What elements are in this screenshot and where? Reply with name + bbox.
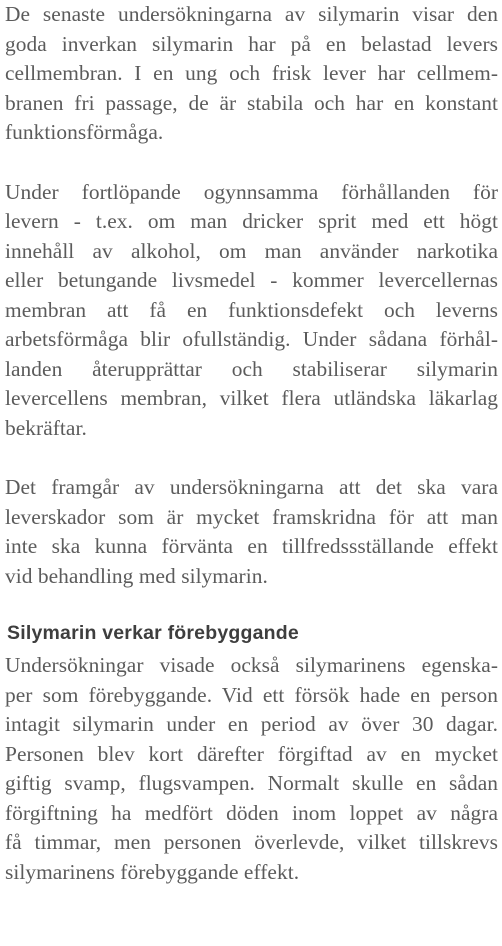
paragraph-3 (5, 473, 498, 591)
text-line: De senaste undersökningarna av silymarin visar den (5, 2, 498, 26)
paragraph-1 (5, 0, 498, 148)
text-line: Undersökningar visade också silymarinens egenska- (5, 653, 498, 677)
text-line: få timmar, men personen överlevde, vilket tillskrevs (5, 830, 498, 854)
text-line: Personen blev kort därefter förgiftad av en mycket (5, 741, 498, 766)
text-line: goda inverkan silymarin har på en belastad levers (5, 31, 498, 56)
text-line: bekräftar. (5, 415, 87, 440)
text-line: innehåll av alkohol, om man använder narkotika (5, 238, 498, 263)
text-line: silymarinens förebyggande effekt. (5, 859, 300, 884)
text-line: Under fortlöpande ogynnsamma förhållanden för (5, 179, 498, 204)
text-line: landen återupprättar och stabiliserar silymarin (5, 356, 498, 381)
text-line: branen fri passage, de är stabila och har en konstant (5, 90, 498, 115)
text-line: leverskador som är mycket framskridna för att man (5, 504, 498, 529)
text-line: arbetsförmåga blir ofullständig. Under sådana förhål- (5, 327, 498, 351)
text-line: per som förebyggande. Vid ett försök hade en person (5, 682, 498, 707)
text-line: levercellens membran, vilket flera utländska läkarlag (5, 386, 498, 410)
text-line: vid behandling med silymarin. (5, 563, 268, 588)
text-line: förgiftning ha medfört döden inom loppet av några (5, 800, 498, 825)
section-heading: Silymarin verkar förebyggande (7, 622, 299, 644)
document-page (5, 0, 498, 887)
text-line: funktionsförmåga. (5, 120, 164, 144)
section-preventive (5, 619, 498, 887)
text-line: Det framgår av undersökningarna att det ska vara (5, 475, 498, 499)
text-line: membran att få en funktionsdefekt och leverns (5, 297, 498, 322)
text-line: giftig svamp, flugsvampen. Normalt skulle en sådan (5, 771, 498, 795)
text-line: intagit silymarin under en period av över 30 dagar. (5, 712, 498, 736)
text-line: levern - t.ex. om man dricker sprit med ett högt (5, 209, 498, 233)
text-line: cellmembran. I en ung och frisk lever har cellmem- (5, 61, 498, 85)
text-line: eller betungande livsmedel - kommer levercellernas (5, 268, 498, 292)
text-line: inte ska kunna förvänta en tillfredssställande effekt (5, 534, 498, 558)
paragraph-2 (5, 178, 498, 444)
